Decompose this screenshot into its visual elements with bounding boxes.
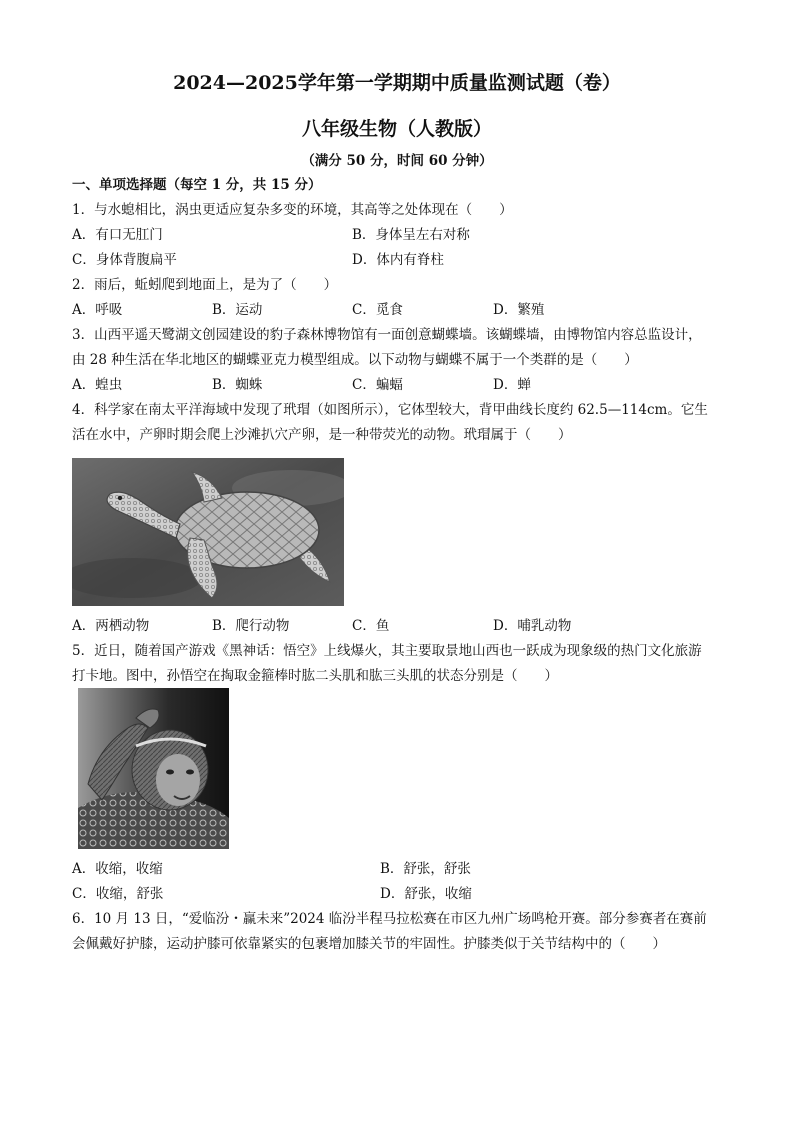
question-5-stem-line2: 打卡地。图中，孙悟空在掏取金箍棒时肱二头肌和肱三头肌的状态分别是（ ） (72, 668, 558, 684)
question-5-option-a[interactable]: A．收缩，收缩 (72, 861, 163, 877)
question-3-option-a[interactable]: A．蝗虫 (72, 377, 123, 393)
question-1-option-b[interactable]: B．身体呈左右对称 (352, 227, 470, 243)
question-4-stem-line2: 活在水中，产卵时期会爬上沙滩扒穴产卵，是一种带荧光的动物。玳瑁属于（ ） (72, 427, 572, 443)
question-4-option-b[interactable]: B．爬行动物 (212, 618, 290, 634)
question-6-stem-line1: 6．10 月 13 日，“爱临汾・赢未来”2024 临汾半程马拉松赛在市区九州广场鸣枪开赛。部分参赛者在赛前 (72, 911, 707, 927)
question-1-option-a[interactable]: A．有口无肛门 (72, 227, 163, 243)
question-2-option-a[interactable]: A．呼吸 (72, 302, 123, 318)
question-3-stem-line2: 由 28 种生活在华北地区的蝴蝶亚克力模型组成。以下动物与蝴蝶不属于一个类群的是（ ） (72, 352, 638, 368)
question-4-option-a[interactable]: A．两栖动物 (72, 618, 150, 634)
question-5-option-c[interactable]: C．收缩，舒张 (72, 886, 164, 902)
wukong-photo (78, 688, 229, 849)
question-2-option-d[interactable]: D．繁殖 (493, 302, 545, 318)
question-4-option-c[interactable]: C．鱼 (352, 618, 390, 634)
question-3-option-c[interactable]: C．蝙蝠 (352, 377, 403, 393)
question-3-option-b[interactable]: B．蜘蛛 (212, 377, 263, 393)
question-5-option-d[interactable]: D．舒张，收缩 (380, 886, 472, 902)
question-1-option-c[interactable]: C．身体背腹扁平 (72, 252, 177, 268)
exam-subtitle: 八年级生物（人教版） (301, 118, 492, 140)
question-5-stem-line1: 5．近日，随着国产游戏《黑神话：悟空》上线爆火，其主要取景地山西也一跃成为现象级的热门文化旅游 (72, 643, 702, 659)
exam-title: 2024—2025学年第一学期期中质量监测试题（卷） (173, 72, 621, 94)
exam-note: （满分 50 分，时间 60 分钟） (301, 153, 493, 169)
sea-turtle-photo (72, 458, 344, 606)
question-1-stem: 1．与水螅相比，涡虫更适应复杂多变的环境，其高等之处体现在（ ） (72, 202, 513, 218)
question-2-option-c[interactable]: C．觅食 (352, 302, 403, 318)
question-3-stem-line1: 3．山西平遥天鹭湖文创园建设的豹子森林博物馆有一面创意蝴蝶墙。该蝴蝶墙，由博物馆内容总监设计， (72, 327, 702, 343)
question-4-option-d[interactable]: D．哺乳动物 (493, 618, 572, 634)
question-3-option-d[interactable]: D．蝉 (493, 377, 531, 393)
section-heading: 一、单项选择题（每空 1 分，共 15 分） (72, 177, 322, 193)
question-1-option-d[interactable]: D．体内有脊柱 (352, 252, 444, 268)
question-4-stem-line1: 4．科学家在南太平洋海域中发现了玳瑁（如图所示），它体型较大，背甲曲线长度约 62.5—114cm。它生 (72, 402, 708, 418)
question-2-option-b[interactable]: B．运动 (212, 302, 263, 318)
question-2-stem: 2．雨后，蚯蚓爬到地面上，是为了（ ） (72, 277, 338, 293)
question-6-stem-line2: 会佩戴好护膝，运动护膝可依靠紧实的包裹增加膝关节的牢固性。护膝类似于关节结构中的（ ） (72, 936, 666, 952)
question-5-option-b[interactable]: B．舒张，舒张 (380, 861, 471, 877)
